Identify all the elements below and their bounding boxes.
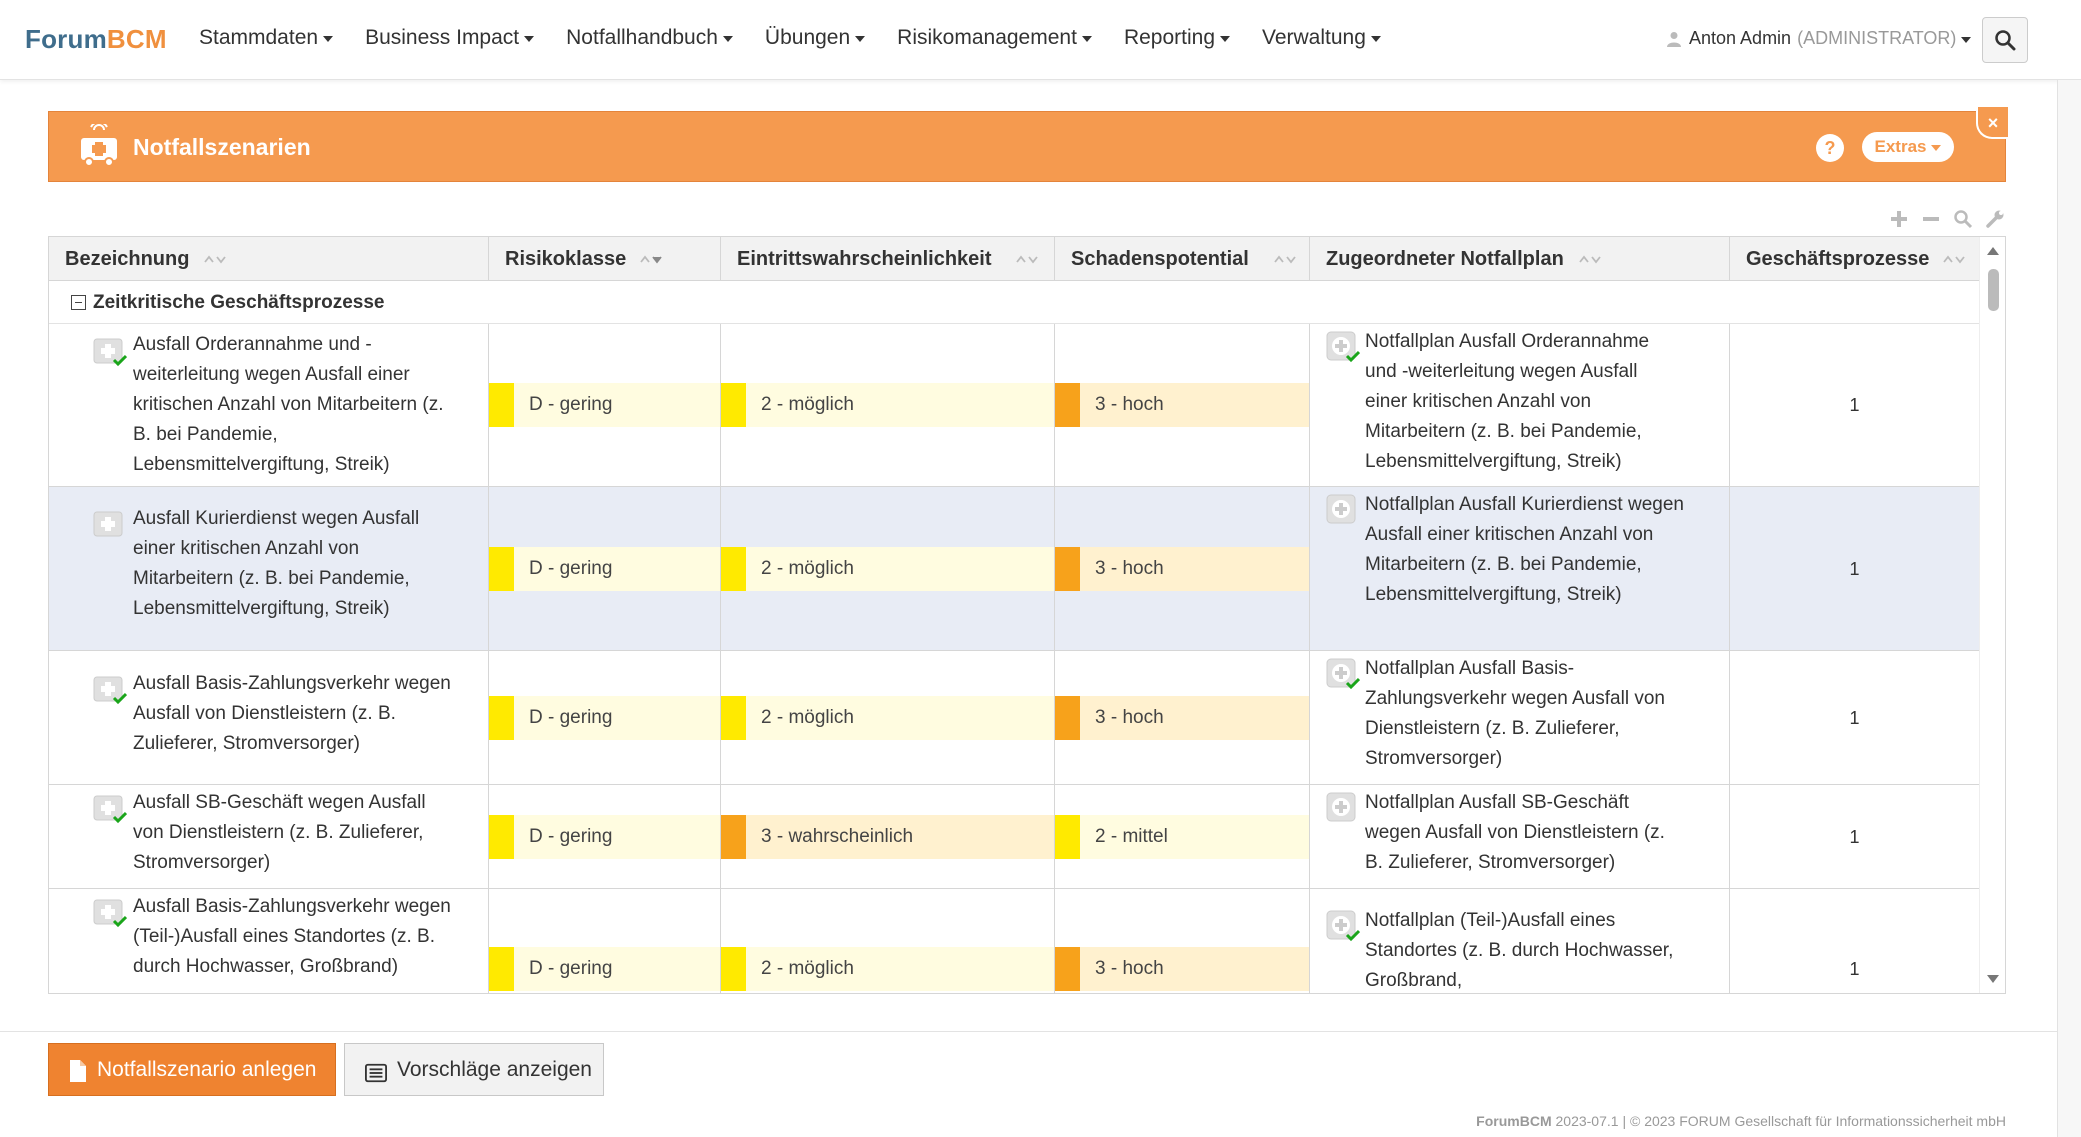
extras-label: Extras (1874, 137, 1927, 156)
cell-bezeichnung (49, 651, 489, 784)
cell-eintrittswahrscheinlichkeit (721, 785, 1055, 888)
probability-color-bar (721, 815, 746, 859)
probability-badge (721, 815, 1054, 859)
risk-color-bar (489, 383, 514, 427)
caret-down-icon (723, 36, 733, 42)
nav-stammdaten[interactable] (199, 26, 333, 50)
user-name: Anton Admin (1689, 28, 1792, 48)
table-row[interactable] (49, 651, 1979, 785)
cell-schadenspotential (1055, 651, 1310, 784)
damage-badge (1055, 815, 1309, 859)
collapse-all-icon[interactable] (1921, 209, 1941, 229)
nav-label: Business Impact (365, 26, 520, 49)
risk-label: D - gering (529, 557, 613, 579)
caret-down-icon (1961, 37, 1971, 43)
scenario-icon (93, 507, 127, 541)
cell-bezeichnung (49, 487, 489, 650)
footer-version: 2023-07.1 (1555, 1113, 1619, 1129)
sort-icon[interactable] (1942, 254, 1966, 264)
cell-risikoklasse (489, 324, 721, 486)
plan-link[interactable]: Notfallplan Ausfall Basis-Zahlungsverkehr wegen Ausfall von Dienstleistern (z. B. Zulieferer, Stromversorger) (1365, 658, 1665, 769)
damage-color-bar (1055, 815, 1080, 859)
footer-copyright-text: © 2023 FORUM Gesellschaft für Informationssicherheit mbH (1629, 1113, 2006, 1129)
col-label: Risikoklasse (505, 248, 627, 270)
col-label: Geschäftsprozesse (1746, 248, 1930, 270)
group-row[interactable] (49, 281, 1979, 324)
caret-down-icon (323, 36, 333, 42)
brand-part1: Forum (25, 24, 107, 54)
risk-label: D - gering (529, 825, 613, 847)
cell-geschaeftsprozesse (1730, 324, 1979, 486)
damage-color-bar (1055, 383, 1080, 427)
caret-down-icon (1082, 36, 1092, 42)
process-count: 1 (1849, 558, 1860, 579)
cell-schadenspotential (1055, 889, 1310, 994)
footer-product: ForumBCM (1476, 1113, 1552, 1129)
plan-link[interactable]: Notfallplan Ausfall Orderannahme und -weiterleitung wegen Ausfall einer kritischen Anzahl von Mitarbeitern (z. B. bei Pandemie, Lebensmittelvergiftung, Streik) (1365, 331, 1650, 472)
table-row[interactable] (49, 889, 1979, 994)
probability-badge (721, 383, 1054, 427)
plan-ok-icon (1326, 657, 1360, 691)
grid-scrollbar[interactable] (1979, 237, 2005, 993)
process-count: 1 (1849, 395, 1860, 415)
probability-badge (721, 696, 1054, 740)
main-menu (199, 26, 1413, 50)
expand-all-icon[interactable] (1889, 209, 1909, 229)
scenario-ok-icon (93, 672, 127, 706)
cell-notfallplan (1310, 324, 1730, 486)
probability-color-bar (721, 547, 746, 591)
search-icon[interactable] (1953, 209, 1973, 229)
risk-badge (489, 383, 720, 427)
file-icon (67, 1059, 89, 1083)
cell-notfallplan (1310, 889, 1730, 994)
risk-color-bar (489, 815, 514, 859)
process-count: 1 (1849, 707, 1860, 728)
scenario-name[interactable]: Ausfall Kurierdienst wegen Ausfall einer kritischen Anzahl von Mitarbeitern (z. B. bei Pandemie, Lebensmittelvergiftung, Streik) (133, 508, 420, 619)
col-label: Zugeordneter Notfallplan (1326, 248, 1564, 270)
table-row[interactable] (49, 324, 1979, 487)
show-suggestions-label: Vorschläge anzeigen (397, 1057, 592, 1081)
probability-label: 3 - wahrscheinlich (761, 825, 914, 847)
cell-schadenspotential (1055, 487, 1310, 650)
nav-uebungen[interactable] (765, 26, 865, 50)
risk-color-bar (489, 696, 514, 740)
col-label: Eintrittswahrscheinlichkeit (737, 248, 992, 270)
search-icon (1994, 29, 2016, 51)
probability-badge (721, 547, 1054, 591)
damage-color-bar (1055, 547, 1080, 591)
damage-badge (1055, 383, 1309, 427)
damage-label: 3 - hoch (1095, 394, 1164, 415)
sort-icon[interactable] (203, 254, 227, 264)
cell-notfallplan (1310, 651, 1730, 784)
nav-label: Risikomanagement (897, 26, 1077, 49)
top-navbar (0, 0, 2081, 80)
grid-toolbar (1889, 209, 2005, 229)
cell-schadenspotential (1055, 324, 1310, 486)
plan-link[interactable]: Notfallplan Ausfall SB-Geschäft wegen Ausfall von Dienstleistern (z. B. Zulieferer, Stromversorger) (1365, 792, 1665, 873)
cell-risikoklasse (489, 785, 721, 888)
nav-notfallhandbuch[interactable] (566, 26, 733, 50)
brand-logo[interactable] (25, 24, 167, 55)
cell-bezeichnung (49, 785, 489, 888)
scenario-name[interactable]: Ausfall Basis-Zahlungsverkehr wegen Ausfall von Dienstleistern (z. B. Zulieferer, Stromversorger) (133, 673, 451, 754)
probability-label: 2 - möglich (761, 706, 854, 728)
probability-badge (721, 947, 1054, 991)
extras-dropdown[interactable] (1862, 132, 1954, 162)
nav-label: Stammdaten (199, 26, 319, 49)
cell-geschaeftsprozesse (1730, 651, 1979, 784)
cell-schadenspotential (1055, 785, 1310, 888)
search-button[interactable] (1982, 17, 2028, 63)
sort-icon[interactable] (1015, 254, 1039, 264)
cell-risikoklasse (489, 487, 721, 650)
risk-badge (489, 696, 720, 740)
wrench-icon[interactable] (1985, 209, 2005, 229)
brand-part2: BCM (106, 24, 167, 54)
scenario-name[interactable]: Ausfall Basis-Zahlungsverkehr wegen (Teil-)Ausfall eines Standortes (z. B. durch Hochwasser, Großbrand) (133, 896, 451, 977)
sort-icon[interactable] (639, 254, 663, 264)
table-row[interactable] (49, 487, 1979, 651)
col-geschaeftsprozesse[interactable] (1730, 237, 1979, 281)
caret-down-icon (1371, 36, 1381, 42)
col-schadenspotential[interactable] (1055, 237, 1310, 281)
ambulance-icon (77, 124, 121, 170)
help-button[interactable]: ? (1816, 134, 1844, 162)
create-scenario-button[interactable] (48, 1043, 336, 1096)
scenarios-grid (48, 236, 2006, 994)
damage-badge (1055, 696, 1309, 740)
plan-icon (1326, 791, 1360, 825)
damage-label: 3 - hoch (1095, 957, 1164, 979)
table-row[interactable] (49, 785, 1979, 889)
caret-down-icon (1931, 145, 1941, 151)
show-suggestions-button[interactable] (344, 1043, 604, 1096)
col-risikoklasse[interactable] (489, 237, 721, 281)
col-label: Bezeichnung (65, 248, 190, 270)
process-count: 1 (1849, 826, 1860, 847)
panel-header (48, 111, 2006, 182)
scenario-name[interactable]: Ausfall Orderannahme und -weiterleitung wegen Ausfall einer kritischen Anzahl von Mitarbeitern (z. B. bei Pandemie, Lebensmittelvergiftung, Streik) (133, 334, 444, 475)
nav-label: Reporting (1123, 26, 1215, 49)
cell-notfallplan (1310, 487, 1730, 650)
scroll-thumb[interactable] (1988, 269, 1999, 311)
scenario-name[interactable]: Ausfall SB-Geschäft wegen Ausfall von Dienstleistern (z. B. Zulieferer, Stromversorger) (133, 792, 426, 873)
risk-color-bar (489, 947, 514, 991)
plan-icon (1326, 493, 1360, 527)
sort-icon[interactable] (1578, 254, 1602, 264)
risk-label: D - gering (529, 706, 613, 728)
footer-copyright (1476, 1113, 2006, 1129)
nav-verwaltung[interactable] (1262, 26, 1381, 50)
process-count: 1 (1849, 958, 1860, 979)
probability-label: 2 - möglich (761, 557, 854, 579)
damage-color-bar (1055, 947, 1080, 991)
plan-link[interactable]: Notfallplan Ausfall Kurierdienst wegen Ausfall einer kritischen Anzahl von Mitarbeitern (z. B. bei Pandemie, Lebensmittelvergiftung, Streik) (1365, 494, 1684, 605)
risk-badge (489, 947, 720, 991)
plan-ok-icon (1326, 909, 1360, 943)
damage-color-bar (1055, 696, 1080, 740)
group-label: Zeitkritische Geschäftsprozesse (93, 292, 385, 313)
nav-reporting[interactable] (1124, 26, 1230, 50)
cell-bezeichnung (49, 324, 489, 486)
scenario-ok-icon (93, 895, 127, 929)
col-label: Schadenspotential (1071, 248, 1249, 270)
risk-badge (489, 547, 720, 591)
scroll-down-icon[interactable] (1987, 975, 1999, 983)
close-button[interactable]: × (1976, 107, 2008, 139)
user-icon (1667, 31, 1681, 47)
plan-link[interactable]: Notfallplan (Teil-)Ausfall eines Standortes (z. B. durch Hochwasser, Großbrand, (1365, 910, 1674, 991)
cell-notfallplan (1310, 785, 1730, 888)
caret-down-icon (855, 36, 865, 42)
cell-bezeichnung (49, 889, 489, 994)
caret-down-icon (524, 36, 534, 42)
panel-title: Notfallszenarien (133, 134, 311, 160)
cell-eintrittswahrscheinlichkeit (721, 324, 1055, 486)
risk-label: D - gering (529, 957, 613, 979)
damage-label: 3 - hoch (1095, 706, 1164, 728)
caret-down-icon (1220, 36, 1230, 42)
risk-color-bar (489, 547, 514, 591)
cell-risikoklasse (489, 651, 721, 784)
cell-geschaeftsprozesse (1730, 889, 1979, 994)
risk-badge (489, 815, 720, 859)
nav-risikomanagement[interactable] (897, 26, 1092, 50)
sort-icon[interactable] (1273, 254, 1297, 264)
risk-label: D - gering (529, 394, 613, 415)
grid-header (49, 237, 1979, 281)
col-eintrittswahrscheinlichkeit[interactable] (721, 237, 1055, 281)
nav-label: Notfallhandbuch (566, 26, 718, 49)
probability-color-bar (721, 696, 746, 740)
nav-label: Übungen (764, 26, 851, 49)
nav-label: Verwaltung (1262, 26, 1366, 49)
probability-color-bar (721, 947, 746, 991)
probability-color-bar (721, 383, 746, 427)
cell-geschaeftsprozesse (1730, 487, 1979, 650)
probability-label: 2 - möglich (761, 957, 854, 979)
cell-eintrittswahrscheinlichkeit (721, 651, 1055, 784)
scroll-up-icon[interactable] (1987, 247, 1999, 255)
cell-eintrittswahrscheinlichkeit (721, 889, 1055, 994)
col-zugeordneter-notfallplan[interactable] (1310, 237, 1730, 281)
list-icon (365, 1061, 387, 1085)
plan-ok-icon (1326, 330, 1360, 364)
collapse-group-icon[interactable] (71, 295, 86, 310)
col-bezeichnung[interactable] (49, 237, 489, 281)
nav-business-impact[interactable] (365, 26, 534, 50)
damage-badge (1055, 547, 1309, 591)
footer-separator: | (1622, 1113, 1627, 1129)
probability-label: 2 - möglich (761, 394, 854, 415)
damage-badge (1055, 947, 1309, 991)
damage-label: 3 - hoch (1095, 557, 1164, 579)
cell-eintrittswahrscheinlichkeit (721, 487, 1055, 650)
page-scrollbar[interactable] (2057, 80, 2081, 1137)
scenario-ok-icon (93, 791, 127, 825)
cell-geschaeftsprozesse (1730, 785, 1979, 888)
user-menu[interactable] (1667, 28, 1971, 49)
user-role: (ADMINISTRATOR) (1797, 28, 1957, 48)
cell-risikoklasse (489, 889, 721, 994)
damage-label: 2 - mittel (1095, 825, 1168, 847)
create-scenario-label: Notfallszenario anlegen (97, 1057, 317, 1081)
scenario-ok-icon (93, 334, 127, 368)
